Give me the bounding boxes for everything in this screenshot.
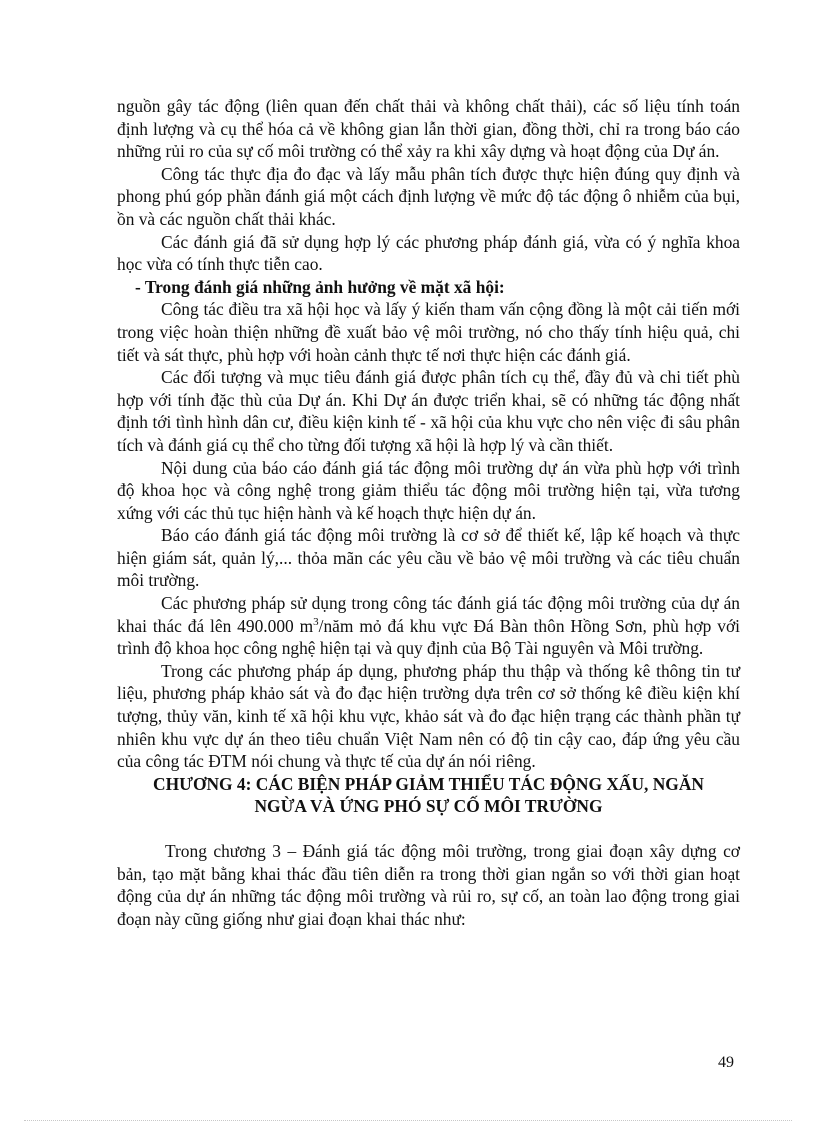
- paragraph-capacity: [117, 592, 740, 660]
- capacity-text-a: Các phương pháp sử dụng trong công tác đánh giá tác động môi trường của dự án khai thác đá lên 490.000 m: [117, 593, 740, 636]
- capacity-text-b: /năm mỏ đá khu vực Đá Bàn thôn Hồng Sơn, phù hợp với trình độ khoa học công nghệ hiện tại và quy định của Bộ Tài nguyên và Môi trường.: [117, 615, 740, 659]
- paragraph-report-basis: Báo cáo đánh giá tác động môi trường là cơ sở để thiết kế, lập kế hoạch và thực hiện giám sát, quản lý,... thỏa mãn các yêu cầu về bảo vệ môi trường và các tiêu chuẩn môi trường.: [117, 525, 740, 591]
- chapter-intro-paragraph: Trong chương 3 – Đánh giá tác động môi trường, trong giai đoạn xây dựng cơ bản, tạo mặt bằng khai thác đầu tiên diễn ra trong thời gian ngắn so với thời gian hoạt động của dự án những tác động môi trường và rủi ro, sự cố, an toàn lao động trong giai đoạn này cũng giống như giai đoạn khai thác như:: [117, 841, 740, 929]
- paragraph-content: Nội dung của báo cáo đánh giá tác động môi trường dự án vừa phù hợp với trình độ khoa học và công nghệ trong giảm thiểu tác động môi trường hiện tại, vừa tương xứng với các thủ tục hiện hành và kế hoạch thực hiện dự án.: [117, 457, 740, 523]
- paragraph-survey: Công tác điều tra xã hội học và lấy ý kiến tham vấn cộng đồng là một cải tiến mới trong việc hoàn thiện những đề xuất bảo vệ môi trường, nó cho thấy tính hiệu quả, chi tiết và sát thực, phù hợp với hoàn cảnh thực tế nơi thực hiện các đánh giá.: [117, 299, 740, 365]
- paragraph-targets: Các đối tượng và mục tiêu đánh giá được phân tích cụ thể, đầy đủ và chi tiết phù hợp với tính đặc thù của Dự án. Khi Dự án được triển khai, sẽ có những tác động nhất định tới tình hình dân cư, điều kiện kinh tế - xã hội của khu vực cho nên việc đi sâu phân tích và đánh giá cụ thể cho từng đối tượng xã hội là hợp lý và cần thiết.: [117, 367, 740, 455]
- paragraph-continuation: nguồn gây tác động (liên quan đến chất thải và không chất thải), các số liệu tính toán định lượng và cụ thể hóa cả về không gian lẫn thời gian, đồng thời, chỉ ra trong báo cáo những rủi ro của sự cố môi trường có thể xảy ra khi xây dựng và hoạt động của Dự án.: [117, 96, 740, 162]
- paragraph-fieldwork: Công tác thực địa đo đạc và lấy mẫu phân tích được thực hiện đúng quy định và phong phú góp phần đánh giá một cách định lượng về mức độ tác động ô nhiễm của bụi, ồn và các nguồn chất thải khác.: [117, 163, 740, 229]
- body-text: [117, 95, 740, 930]
- paragraph-reliability: Trong các phương pháp áp dụng, phương pháp thu thập và thống kê thông tin tư liệu, phương pháp khảo sát và đo đạc hiện trường dựa trên cơ sở thống kê điều kiện khí tượng, thủy văn, kinh tế xã hội khu vực, khảo sát và đo đạc hiện trạng các thành phần tự nhiên khu vực dự án theo tiêu chuẩn Việt Nam nên có độ tin cậy cao, đáp ứng yêu cầu của công tác ĐTM nói chung và thực tế của dự án nói riêng.: [117, 660, 740, 772]
- paragraph-methods: Các đánh giá đã sử dụng hợp lý các phương pháp đánh giá, vừa có ý nghĩa khoa học vừa có tính thực tiễn cao.: [117, 231, 740, 275]
- chapter-heading: [117, 773, 740, 818]
- chapter-heading-line-2: NGỪA VÀ ỨNG PHÓ SỰ CỐ MÔI TRƯỜNG: [254, 796, 603, 817]
- social-impact-heading: - Trong đánh giá những ảnh hưởng về mặt xã hội:: [135, 276, 505, 297]
- footer-dotted-divider: [24, 1120, 792, 1121]
- page-number: 49: [718, 1054, 734, 1071]
- chapter-heading-line-1: CHƯƠNG 4: CÁC BIỆN PHÁP GIẢM THIỂU TÁC ĐỘNG XẤU, NGĂN: [153, 773, 704, 794]
- superscript-3: 3: [313, 615, 319, 628]
